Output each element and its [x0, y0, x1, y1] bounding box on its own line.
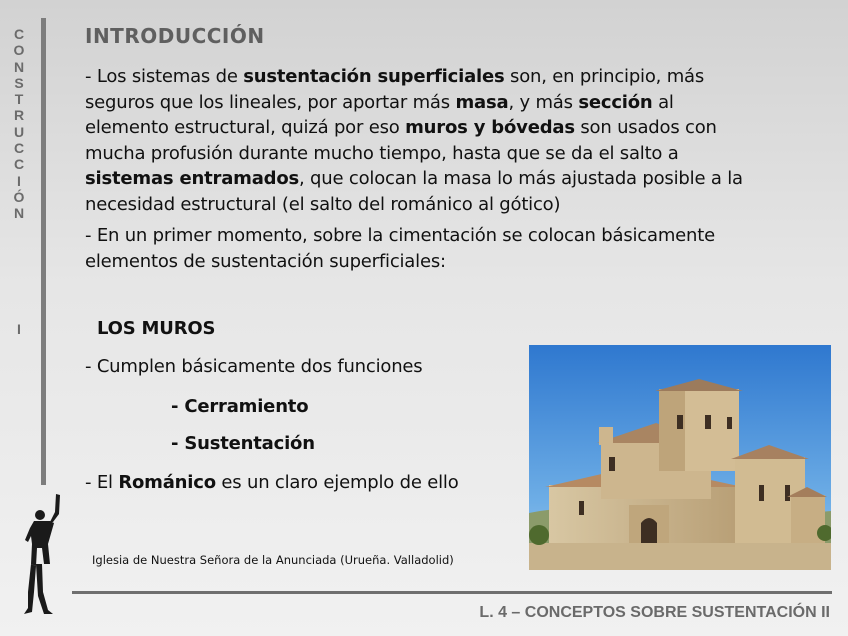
bold-term: masa [455, 91, 509, 113]
romanesque-church-photo [529, 345, 831, 570]
paragraph-masonry-systems [85, 64, 755, 217]
vertical-letter: O [13, 42, 25, 59]
vertical-title [10, 26, 28, 222]
text-segment: , que colocan la masa lo más ajustada posible a la necesidad estructural (el salto del románico al gótico) [85, 168, 743, 215]
bold-term: muros y bóvedas [405, 117, 575, 138]
bold-term: sección [578, 91, 653, 113]
section-heading: LOS MUROS [97, 318, 216, 339]
vertical-letter: C [13, 156, 25, 173]
text-segment: son, en principio, más seguros que los lineales, por aportar más [85, 66, 705, 113]
example-line: - El Románico es un claro ejemplo de ello [85, 472, 459, 493]
vertical-letter: C [13, 26, 25, 42]
vertical-letter: Ó [13, 188, 25, 205]
paragraph-first-moment: - En un primer momento, sobre la cimentación se colocan básicamente elementos de sustentación superficiales: [85, 225, 715, 272]
vertical-roman-numeral: I [17, 321, 21, 337]
sidebar-rule [41, 18, 46, 485]
function-cerramiento: - Cerramiento [171, 396, 309, 417]
text-segment: - Los sistemas de [85, 66, 244, 87]
vertical-letter: R [13, 107, 25, 124]
body-text [85, 64, 755, 274]
photo-caption: Iglesia de Nuestra Señora de la Anunciada (Urueña. Valladolid) [92, 553, 454, 567]
vertical-letter: I [17, 172, 21, 189]
page-title: INTRODUCCIÓN [85, 24, 265, 48]
text-segment: , y más [508, 91, 579, 113]
bold-term: sistemas entramados [85, 168, 300, 189]
footer-rule [72, 591, 832, 594]
modulor-figure-icon [22, 492, 68, 616]
text-segment: al elemento estructural, quizá por eso [85, 91, 674, 138]
text-segment: son usados con mucha profusión durante mucho tiempo, hasta que se da el salto a [85, 117, 717, 164]
function-sustentacion: - Sustentación [171, 433, 315, 454]
footer-title: L. 4 – CONCEPTOS SOBRE SUSTENTACIÓN II [479, 604, 830, 621]
vertical-letter: T [14, 91, 24, 108]
vertical-letter: N [13, 58, 25, 75]
bold-term: sustentación superficiales [243, 66, 505, 87]
vertical-letter: N [13, 205, 25, 222]
functions-intro: - Cumplen básicamente dos funciones [85, 356, 423, 377]
vertical-letter: C [13, 140, 25, 157]
vertical-letter: U [13, 123, 25, 140]
vertical-letter: S [14, 74, 24, 91]
